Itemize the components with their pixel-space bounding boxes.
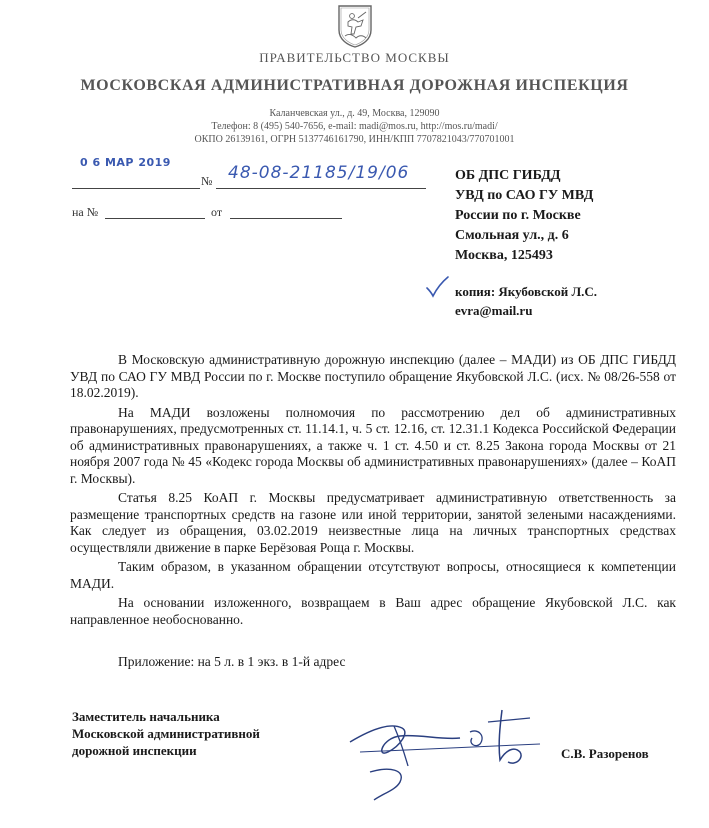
handwritten-signature (330, 692, 550, 812)
body-paragraph: Таким образом, в указанном обращении отсутствуют вопросы, относящиеся к компетенции МАДИ. (70, 559, 676, 591)
signer-position-line: Московской административной (72, 726, 260, 741)
attachment-note: Приложение: на 5 л. в 1 экз. в 1-й адрес (118, 654, 346, 669)
number-line (216, 188, 426, 189)
handwritten-outgoing-number: 48-08-21185/19/06 (228, 163, 410, 183)
signer-name: С.В. Разоренов (561, 746, 649, 761)
addressee-block (455, 166, 695, 266)
signer-position-line: дорожной инспекции (72, 743, 197, 758)
body-paragraph: На основании изложенного, возвращаем в Ваш адрес обращение Якубовской Л.С. как направленное необоснованно. (70, 595, 676, 627)
agency-contacts: Телефон: 8 (495) 540-7656, e-mail: madi@mos.ru, http://mos.ru/madi/ (211, 121, 498, 132)
date-line (72, 188, 200, 189)
addressee-line: ОБ ДПС ГИБДД (455, 168, 561, 183)
signer-position-line: Заместитель начальника (72, 709, 220, 724)
copy-recipient-email: evra@mail.ru (455, 303, 533, 318)
signer-position (72, 708, 260, 759)
checkmark-icon (425, 276, 449, 298)
letter-body (70, 352, 676, 628)
copy-recipient-block (455, 282, 597, 320)
copy-recipient-name: копия: Якубовской Л.С. (455, 284, 598, 299)
agency-name: МОСКОВСКАЯ АДМИНИСТРАТИВНАЯ ДОРОЖНАЯ ИНСПЕКЦИЯ (80, 77, 629, 94)
addressee-line: России по г. Москве (455, 208, 581, 223)
date-stamp: 0 6 МАР 2019 (80, 156, 171, 169)
government-name: ПРАВИТЕЛЬСТВО МОСКВЫ (259, 50, 450, 65)
moscow-coat-of-arms-emblem (336, 4, 374, 48)
ref-from-label: от (211, 205, 223, 219)
addressee-line: УВД по САО ГУ МВД (455, 188, 594, 203)
addressee-line: Москва, 125493 (455, 248, 553, 263)
body-paragraph: В Московскую административную дорожную инспекцию (далее – МАДИ) из ОБ ДПС ГИБДД УВД по САО ГУ МВД России по г. Москве поступило обращение Якубовской Л.С. (исх. № 08/26-558 от 18.02.2019). (70, 352, 676, 400)
number-label: № (201, 174, 213, 188)
ref-number-line (105, 218, 205, 219)
body-paragraph: Статья 8.25 КоАП г. Москвы предусматривает административную ответственность за размещение транспортных средств на газоне или иной территории, занятой зелеными насаждениями. Как следует из обращения, 03.02.2019 неизвестные лица на личных транспортных средствах осуществляли движение в парке Берёзовая Роща г. Москвы. (70, 490, 676, 555)
body-paragraph: На МАДИ возложены полномочия по рассмотрению дел об административных правонарушениях, предусмотренных ст. 11.14.1, ч. 5 ст. 12.16, ст. 12.31.1 Кодекса Российской Федерации об административных правонарушениях, а также ч. 1 ст. 4.50 и ст. 8.25 Закона города Москвы от 21 ноября 2007 года № 45 «Кодекс города Москвы об административных правонарушениях» (далее – КоАП г. Москвы). (70, 404, 676, 486)
agency-address: Каланчевская ул., д. 49, Москва, 129090 (269, 108, 440, 119)
agency-codes: ОКПО 26139161, ОГРН 5137746161790, ИНН/КПП 7707821043/770701001 (194, 134, 515, 145)
ref-from-line (230, 218, 342, 219)
addressee-line: Смольная ул., д. 6 (455, 228, 569, 243)
ref-number-label: на № (72, 205, 99, 219)
